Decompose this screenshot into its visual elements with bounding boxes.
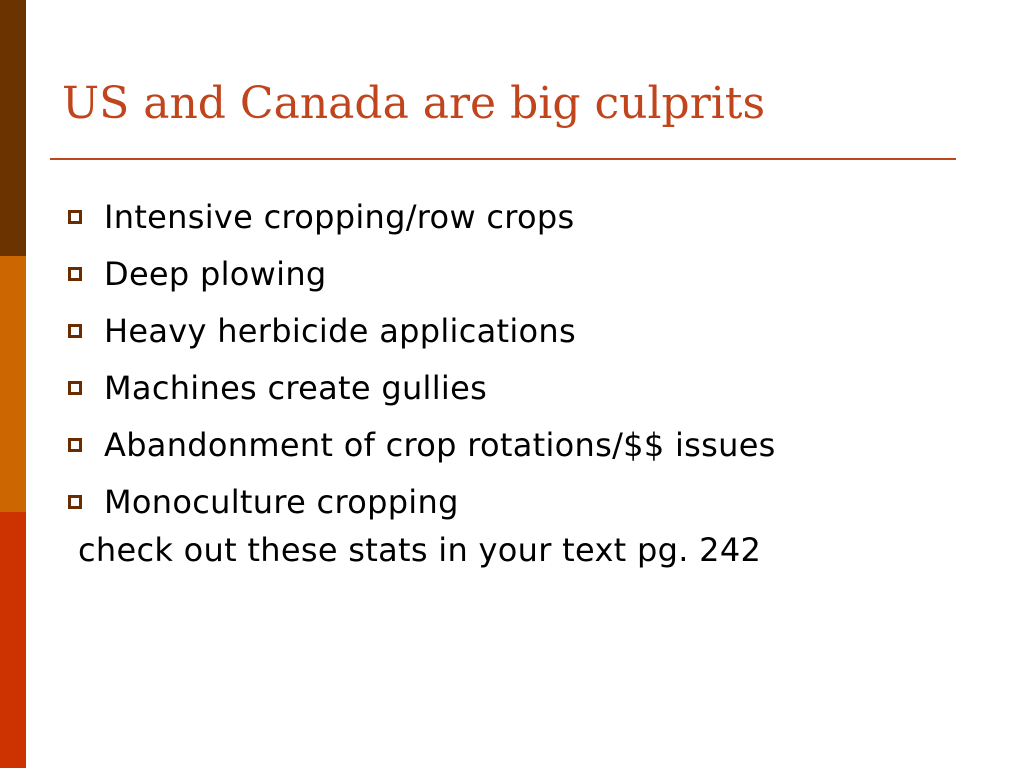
list-item	[66, 245, 776, 302]
square-bullet-icon	[68, 438, 82, 452]
reference-note: check out these stats in your text pg. 242	[78, 531, 762, 569]
accent-stripe-middle	[0, 256, 26, 512]
title-divider	[50, 158, 956, 160]
square-bullet-icon	[68, 495, 82, 509]
bullet-text: Heavy herbicide applications	[104, 311, 576, 350]
square-bullet-icon	[68, 324, 82, 338]
bullet-text: Abandonment of crop rotations/$$ issues	[104, 425, 776, 464]
list-item	[66, 416, 776, 473]
bullet-text: Deep plowing	[104, 254, 327, 293]
square-bullet-icon	[68, 210, 82, 224]
bullet-text: Monoculture cropping	[104, 482, 459, 521]
bullet-text: Machines create gullies	[104, 368, 488, 407]
square-bullet-icon	[68, 267, 82, 281]
list-item	[66, 302, 776, 359]
bullet-list	[66, 188, 776, 530]
square-bullet-icon	[68, 381, 82, 395]
list-item	[66, 359, 776, 416]
list-item	[66, 473, 776, 530]
accent-stripe-bottom	[0, 512, 26, 768]
list-item	[66, 188, 776, 245]
accent-stripe-top	[0, 0, 26, 256]
slide-title: US and Canada are big culprits	[62, 78, 766, 129]
bullet-text: Intensive cropping/row crops	[104, 197, 575, 236]
